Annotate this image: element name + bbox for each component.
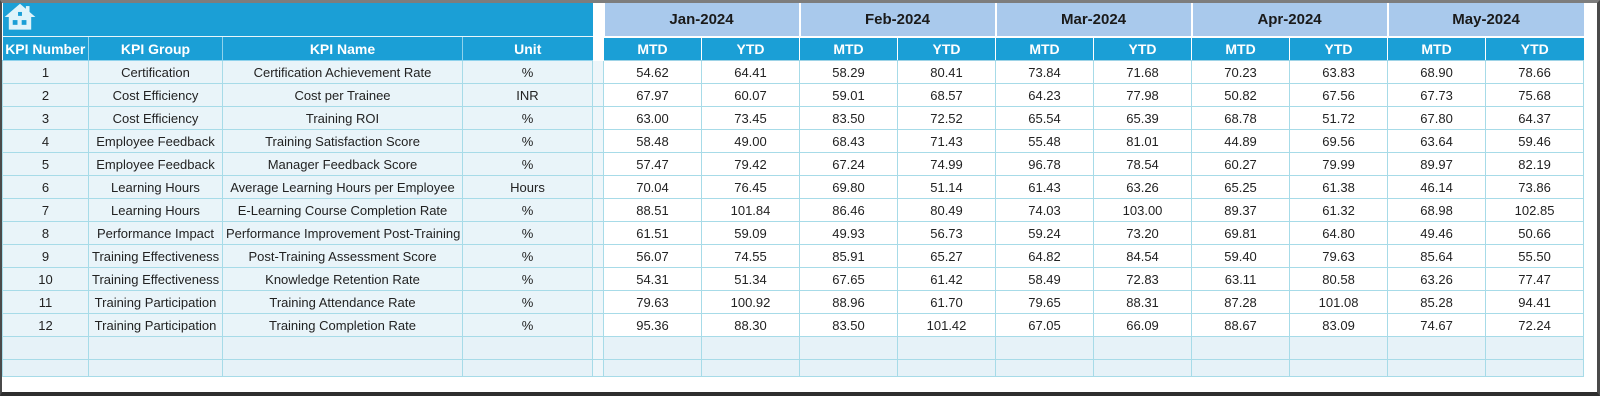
cell-value[interactable]: 101.42 bbox=[898, 314, 996, 337]
cell-value[interactable]: 63.11 bbox=[1192, 268, 1290, 291]
cell-value[interactable]: 79.65 bbox=[996, 291, 1094, 314]
cell-empty[interactable] bbox=[89, 337, 223, 360]
cell-value[interactable]: 101.84 bbox=[702, 199, 800, 222]
cell-kpi-name[interactable]: Average Learning Hours per Employee bbox=[223, 176, 463, 199]
spacer-column bbox=[593, 3, 604, 37]
cell-value[interactable]: 79.42 bbox=[702, 153, 800, 176]
cell-empty[interactable] bbox=[604, 360, 702, 377]
cell-value[interactable]: 65.54 bbox=[996, 107, 1094, 130]
cell-value[interactable]: 67.65 bbox=[800, 268, 898, 291]
month-header-row bbox=[3, 3, 1584, 37]
subcolumn-header-jan-ytd[interactable]: YTD bbox=[702, 37, 800, 61]
cell-value[interactable]: 74.99 bbox=[898, 153, 996, 176]
cell-unit[interactable]: % bbox=[463, 268, 593, 291]
cell-value[interactable]: 61.42 bbox=[898, 268, 996, 291]
cell-value[interactable]: 61.70 bbox=[898, 291, 996, 314]
cell-value[interactable]: 63.26 bbox=[1094, 176, 1192, 199]
cell-value[interactable]: 77.47 bbox=[1486, 268, 1584, 291]
cell-empty[interactable] bbox=[1290, 337, 1388, 360]
cell-value[interactable]: 102.85 bbox=[1486, 199, 1584, 222]
cell-kpi-group[interactable]: Learning Hours bbox=[89, 199, 223, 222]
cell-value[interactable]: 78.54 bbox=[1094, 153, 1192, 176]
cell-kpi-group[interactable]: Training Participation bbox=[89, 291, 223, 314]
subcolumn-header-may-ytd[interactable]: YTD bbox=[1486, 37, 1584, 61]
cell-value[interactable]: 49.46 bbox=[1388, 222, 1486, 245]
cell-value[interactable]: 49.00 bbox=[702, 130, 800, 153]
cell-value[interactable]: 83.50 bbox=[800, 107, 898, 130]
empty-row bbox=[3, 360, 1584, 377]
cell-value[interactable]: 103.00 bbox=[1094, 199, 1192, 222]
cell-value[interactable]: 78.66 bbox=[1486, 61, 1584, 84]
column-header-row bbox=[3, 37, 1584, 61]
cell-value[interactable]: 64.80 bbox=[1290, 222, 1388, 245]
column-header-kpi-group[interactable]: KPI Group bbox=[89, 37, 223, 61]
table-row bbox=[3, 199, 1584, 222]
cell-value[interactable]: 64.41 bbox=[702, 61, 800, 84]
subcolumn-header-jan-mtd[interactable]: MTD bbox=[604, 37, 702, 61]
spacer-column bbox=[593, 291, 604, 314]
cell-value[interactable]: 95.36 bbox=[604, 314, 702, 337]
cell-value[interactable]: 77.98 bbox=[1094, 84, 1192, 107]
spacer-column bbox=[593, 314, 604, 337]
subcolumn-header-feb-mtd[interactable]: MTD bbox=[800, 37, 898, 61]
cell-value[interactable]: 86.46 bbox=[800, 199, 898, 222]
cell-kpi-group[interactable]: Training Effectiveness bbox=[89, 268, 223, 291]
cell-value[interactable]: 85.91 bbox=[800, 245, 898, 268]
cell-empty[interactable] bbox=[996, 360, 1094, 377]
cell-kpi-group[interactable]: Cost Efficiency bbox=[89, 107, 223, 130]
cell-empty[interactable] bbox=[1192, 360, 1290, 377]
cell-value[interactable]: 73.84 bbox=[996, 61, 1094, 84]
table-row bbox=[3, 291, 1584, 314]
cell-value[interactable]: 88.31 bbox=[1094, 291, 1192, 314]
subcolumn-header-may-mtd[interactable]: MTD bbox=[1388, 37, 1486, 61]
cell-value[interactable]: 70.23 bbox=[1192, 61, 1290, 84]
cell-kpi-group[interactable]: Certification bbox=[89, 61, 223, 84]
cell-empty[interactable] bbox=[89, 360, 223, 377]
corner-panel bbox=[3, 3, 593, 37]
spacer-column bbox=[593, 107, 604, 130]
cell-value[interactable]: 69.81 bbox=[1192, 222, 1290, 245]
table-row bbox=[3, 153, 1584, 176]
cell-unit[interactable]: % bbox=[463, 130, 593, 153]
cell-value[interactable]: 67.80 bbox=[1388, 107, 1486, 130]
table-row bbox=[3, 107, 1584, 130]
kpi-table-body bbox=[3, 61, 1584, 377]
cell-value[interactable]: 85.28 bbox=[1388, 291, 1486, 314]
cell-value[interactable]: 89.37 bbox=[1192, 199, 1290, 222]
cell-value[interactable]: 58.48 bbox=[604, 130, 702, 153]
cell-empty[interactable] bbox=[898, 360, 996, 377]
subcolumn-header-mar-ytd[interactable]: YTD bbox=[1094, 37, 1192, 61]
cell-value[interactable]: 57.47 bbox=[604, 153, 702, 176]
column-header-unit[interactable]: Unit bbox=[463, 37, 593, 61]
cell-kpi-group[interactable]: Learning Hours bbox=[89, 176, 223, 199]
spacer-column bbox=[593, 245, 604, 268]
subcolumn-header-feb-ytd[interactable]: YTD bbox=[898, 37, 996, 61]
cell-kpi-group[interactable]: Training Participation bbox=[89, 314, 223, 337]
cell-value[interactable]: 67.56 bbox=[1290, 84, 1388, 107]
cell-value[interactable]: 83.50 bbox=[800, 314, 898, 337]
cell-value[interactable]: 55.48 bbox=[996, 130, 1094, 153]
cell-unit[interactable]: INR bbox=[463, 84, 593, 107]
cell-empty[interactable] bbox=[1094, 337, 1192, 360]
table-row bbox=[3, 176, 1584, 199]
cell-value[interactable]: 72.52 bbox=[898, 107, 996, 130]
cell-value[interactable]: 65.27 bbox=[898, 245, 996, 268]
cell-value[interactable]: 64.82 bbox=[996, 245, 1094, 268]
cell-value[interactable]: 72.83 bbox=[1094, 268, 1192, 291]
cell-unit[interactable]: % bbox=[463, 199, 593, 222]
cell-value[interactable]: 46.14 bbox=[1388, 176, 1486, 199]
cell-value[interactable]: 63.83 bbox=[1290, 61, 1388, 84]
table-row bbox=[3, 84, 1584, 107]
cell-value[interactable]: 64.23 bbox=[996, 84, 1094, 107]
cell-value[interactable]: 85.64 bbox=[1388, 245, 1486, 268]
subcolumn-header-mar-mtd[interactable]: MTD bbox=[996, 37, 1094, 61]
cell-value[interactable]: 87.28 bbox=[1192, 291, 1290, 314]
cell-value[interactable]: 84.54 bbox=[1094, 245, 1192, 268]
column-header-kpi-name[interactable]: KPI Name bbox=[223, 37, 463, 61]
cell-value[interactable]: 89.97 bbox=[1388, 153, 1486, 176]
cell-value[interactable]: 80.58 bbox=[1290, 268, 1388, 291]
cell-value[interactable]: 67.24 bbox=[800, 153, 898, 176]
cell-value[interactable]: 75.68 bbox=[1486, 84, 1584, 107]
cell-value[interactable]: 55.50 bbox=[1486, 245, 1584, 268]
cell-empty[interactable] bbox=[1388, 360, 1486, 377]
spacer-column bbox=[593, 360, 604, 377]
cell-empty[interactable] bbox=[1290, 360, 1388, 377]
cell-value[interactable]: 60.07 bbox=[702, 84, 800, 107]
cell-value[interactable]: 59.01 bbox=[800, 84, 898, 107]
cell-value[interactable]: 66.09 bbox=[1094, 314, 1192, 337]
cell-value[interactable]: 54.31 bbox=[604, 268, 702, 291]
cell-value[interactable]: 63.00 bbox=[604, 107, 702, 130]
cell-value[interactable]: 74.67 bbox=[1388, 314, 1486, 337]
cell-value[interactable]: 94.41 bbox=[1486, 291, 1584, 314]
cell-kpi-name[interactable]: E-Learning Course Completion Rate bbox=[223, 199, 463, 222]
cell-value[interactable]: 73.45 bbox=[702, 107, 800, 130]
spacer-column bbox=[593, 222, 604, 245]
cell-value[interactable]: 51.14 bbox=[898, 176, 996, 199]
cell-value[interactable]: 71.68 bbox=[1094, 61, 1192, 84]
spacer-column bbox=[593, 37, 604, 61]
month-header-jan[interactable]: Jan-2024 bbox=[604, 3, 800, 37]
cell-kpi-name[interactable]: Certification Achievement Rate bbox=[223, 61, 463, 84]
cell-kpi-group[interactable]: Employee Feedback bbox=[89, 153, 223, 176]
cell-value[interactable]: 68.78 bbox=[1192, 107, 1290, 130]
cell-value[interactable]: 63.26 bbox=[1388, 268, 1486, 291]
cell-value[interactable]: 61.51 bbox=[604, 222, 702, 245]
cell-unit[interactable]: % bbox=[463, 222, 593, 245]
spacer-column bbox=[593, 199, 604, 222]
cell-empty[interactable] bbox=[223, 360, 463, 377]
cell-value[interactable]: 67.73 bbox=[1388, 84, 1486, 107]
cell-value[interactable]: 60.27 bbox=[1192, 153, 1290, 176]
cell-empty[interactable] bbox=[463, 337, 593, 360]
spacer-column bbox=[593, 84, 604, 107]
cell-value[interactable]: 79.63 bbox=[604, 291, 702, 314]
cell-kpi-number[interactable]: 4 bbox=[3, 130, 89, 153]
cell-value[interactable]: 59.46 bbox=[1486, 130, 1584, 153]
subcolumn-header-apr-ytd[interactable]: YTD bbox=[1290, 37, 1388, 61]
table-row bbox=[3, 245, 1584, 268]
table-row bbox=[3, 130, 1584, 153]
cell-value[interactable]: 83.09 bbox=[1290, 314, 1388, 337]
cell-value[interactable]: 65.39 bbox=[1094, 107, 1192, 130]
month-header-feb[interactable]: Feb-2024 bbox=[800, 3, 996, 37]
cell-kpi-name[interactable]: Cost per Trainee bbox=[223, 84, 463, 107]
bottom-strip bbox=[2, 377, 1597, 392]
cell-kpi-name[interactable]: Training Completion Rate bbox=[223, 314, 463, 337]
cell-kpi-name[interactable]: Post-Training Assessment Score bbox=[223, 245, 463, 268]
cell-value[interactable]: 68.90 bbox=[1388, 61, 1486, 84]
cell-empty[interactable] bbox=[800, 360, 898, 377]
cell-value[interactable]: 72.24 bbox=[1486, 314, 1584, 337]
spacer-column bbox=[593, 337, 604, 360]
cell-value[interactable]: 50.82 bbox=[1192, 84, 1290, 107]
cell-unit[interactable]: % bbox=[463, 107, 593, 130]
spacer-column bbox=[593, 268, 604, 291]
cell-value[interactable]: 56.07 bbox=[604, 245, 702, 268]
cell-value[interactable]: 80.41 bbox=[898, 61, 996, 84]
cell-empty[interactable] bbox=[996, 337, 1094, 360]
cell-empty[interactable] bbox=[1486, 360, 1584, 377]
cell-value[interactable]: 88.30 bbox=[702, 314, 800, 337]
cell-kpi-name[interactable]: Training Satisfaction Score bbox=[223, 130, 463, 153]
cell-empty[interactable] bbox=[1192, 337, 1290, 360]
cell-kpi-group[interactable]: Training Effectiveness bbox=[89, 245, 223, 268]
cell-value[interactable]: 65.25 bbox=[1192, 176, 1290, 199]
column-header-kpi-number[interactable]: KPI Number bbox=[3, 37, 89, 61]
cell-value[interactable]: 59.40 bbox=[1192, 245, 1290, 268]
cell-kpi-number[interactable]: 7 bbox=[3, 199, 89, 222]
cell-value[interactable]: 69.80 bbox=[800, 176, 898, 199]
home-icon[interactable] bbox=[3, 3, 41, 33]
cell-empty[interactable] bbox=[1094, 360, 1192, 377]
spacer-column bbox=[593, 153, 604, 176]
cell-value[interactable]: 58.29 bbox=[800, 61, 898, 84]
cell-value[interactable]: 50.66 bbox=[1486, 222, 1584, 245]
spacer-column bbox=[593, 130, 604, 153]
month-header-apr[interactable]: Apr-2024 bbox=[1192, 3, 1388, 37]
cell-value[interactable]: 56.73 bbox=[898, 222, 996, 245]
cell-unit[interactable]: % bbox=[463, 61, 593, 84]
cell-empty[interactable] bbox=[898, 337, 996, 360]
cell-value[interactable]: 81.01 bbox=[1094, 130, 1192, 153]
cell-value[interactable]: 69.56 bbox=[1290, 130, 1388, 153]
cell-empty[interactable] bbox=[1486, 337, 1584, 360]
cell-empty[interactable] bbox=[702, 360, 800, 377]
cell-kpi-name[interactable]: Performance Improvement Post-Training bbox=[223, 222, 463, 245]
cell-value[interactable]: 88.51 bbox=[604, 199, 702, 222]
cell-kpi-number[interactable]: 10 bbox=[3, 268, 89, 291]
cell-value[interactable]: 64.37 bbox=[1486, 107, 1584, 130]
cell-value[interactable]: 67.97 bbox=[604, 84, 702, 107]
cell-empty[interactable] bbox=[604, 337, 702, 360]
cell-kpi-name[interactable]: Training Attendance Rate bbox=[223, 291, 463, 314]
cell-value[interactable]: 70.04 bbox=[604, 176, 702, 199]
cell-value[interactable]: 44.89 bbox=[1192, 130, 1290, 153]
cell-unit[interactable]: % bbox=[463, 291, 593, 314]
cell-value[interactable]: 67.05 bbox=[996, 314, 1094, 337]
cell-kpi-name[interactable]: Training ROI bbox=[223, 107, 463, 130]
cell-kpi-number[interactable]: 12 bbox=[3, 314, 89, 337]
cell-empty[interactable] bbox=[463, 360, 593, 377]
empty-row bbox=[3, 337, 1584, 360]
cell-value[interactable]: 101.08 bbox=[1290, 291, 1388, 314]
cell-value[interactable]: 100.92 bbox=[702, 291, 800, 314]
cell-empty[interactable] bbox=[3, 360, 89, 377]
cell-value[interactable]: 88.67 bbox=[1192, 314, 1290, 337]
cell-unit[interactable]: % bbox=[463, 153, 593, 176]
cell-value[interactable]: 73.86 bbox=[1486, 176, 1584, 199]
cell-value[interactable]: 96.78 bbox=[996, 153, 1094, 176]
cell-kpi-number[interactable]: 9 bbox=[3, 245, 89, 268]
cell-value[interactable]: 79.99 bbox=[1290, 153, 1388, 176]
subcolumn-header-apr-mtd[interactable]: MTD bbox=[1192, 37, 1290, 61]
month-header-mar[interactable]: Mar-2024 bbox=[996, 3, 1192, 37]
cell-kpi-group[interactable]: Cost Efficiency bbox=[89, 84, 223, 107]
cell-kpi-number[interactable]: 5 bbox=[3, 153, 89, 176]
cell-kpi-number[interactable]: 2 bbox=[3, 84, 89, 107]
month-header-may[interactable]: May-2024 bbox=[1388, 3, 1584, 37]
cell-kpi-name[interactable]: Knowledge Retention Rate bbox=[223, 268, 463, 291]
cell-value[interactable]: 73.20 bbox=[1094, 222, 1192, 245]
cell-value[interactable]: 49.93 bbox=[800, 222, 898, 245]
cell-value[interactable]: 71.43 bbox=[898, 130, 996, 153]
cell-kpi-name[interactable]: Manager Feedback Score bbox=[223, 153, 463, 176]
cell-unit[interactable]: % bbox=[463, 314, 593, 337]
cell-kpi-number[interactable]: 6 bbox=[3, 176, 89, 199]
cell-value[interactable]: 61.43 bbox=[996, 176, 1094, 199]
table-row bbox=[3, 222, 1584, 245]
cell-empty[interactable] bbox=[3, 337, 89, 360]
cell-value[interactable]: 82.19 bbox=[1486, 153, 1584, 176]
table-row bbox=[3, 314, 1584, 337]
cell-value[interactable]: 61.38 bbox=[1290, 176, 1388, 199]
table-row bbox=[3, 268, 1584, 291]
cell-kpi-number[interactable]: 8 bbox=[3, 222, 89, 245]
cell-value[interactable]: 58.49 bbox=[996, 268, 1094, 291]
cell-value[interactable]: 76.45 bbox=[702, 176, 800, 199]
cell-value[interactable]: 54.62 bbox=[604, 61, 702, 84]
cell-empty[interactable] bbox=[800, 337, 898, 360]
spacer-column bbox=[593, 176, 604, 199]
cell-value[interactable]: 51.34 bbox=[702, 268, 800, 291]
cell-value[interactable]: 74.03 bbox=[996, 199, 1094, 222]
cell-value[interactable]: 79.63 bbox=[1290, 245, 1388, 268]
cell-unit[interactable]: Hours bbox=[463, 176, 593, 199]
cell-empty[interactable] bbox=[702, 337, 800, 360]
cell-value[interactable]: 68.57 bbox=[898, 84, 996, 107]
cell-kpi-number[interactable]: 1 bbox=[3, 61, 89, 84]
cell-kpi-group[interactable]: Employee Feedback bbox=[89, 130, 223, 153]
cell-value[interactable]: 80.49 bbox=[898, 199, 996, 222]
cell-kpi-group[interactable]: Performance Impact bbox=[89, 222, 223, 245]
cell-value[interactable]: 51.72 bbox=[1290, 107, 1388, 130]
cell-value[interactable]: 68.43 bbox=[800, 130, 898, 153]
cell-empty[interactable] bbox=[223, 337, 463, 360]
cell-unit[interactable]: % bbox=[463, 245, 593, 268]
kpi-table bbox=[2, 3, 1584, 377]
spacer-column bbox=[593, 61, 604, 84]
cell-value[interactable]: 74.55 bbox=[702, 245, 800, 268]
cell-empty[interactable] bbox=[1388, 337, 1486, 360]
cell-kpi-number[interactable]: 3 bbox=[3, 107, 89, 130]
cell-value[interactable]: 88.96 bbox=[800, 291, 898, 314]
cell-value[interactable]: 63.64 bbox=[1388, 130, 1486, 153]
cell-value[interactable]: 59.24 bbox=[996, 222, 1094, 245]
cell-value[interactable]: 68.98 bbox=[1388, 199, 1486, 222]
cell-value[interactable]: 61.32 bbox=[1290, 199, 1388, 222]
table-row bbox=[3, 61, 1584, 84]
cell-kpi-number[interactable]: 11 bbox=[3, 291, 89, 314]
cell-value[interactable]: 59.09 bbox=[702, 222, 800, 245]
